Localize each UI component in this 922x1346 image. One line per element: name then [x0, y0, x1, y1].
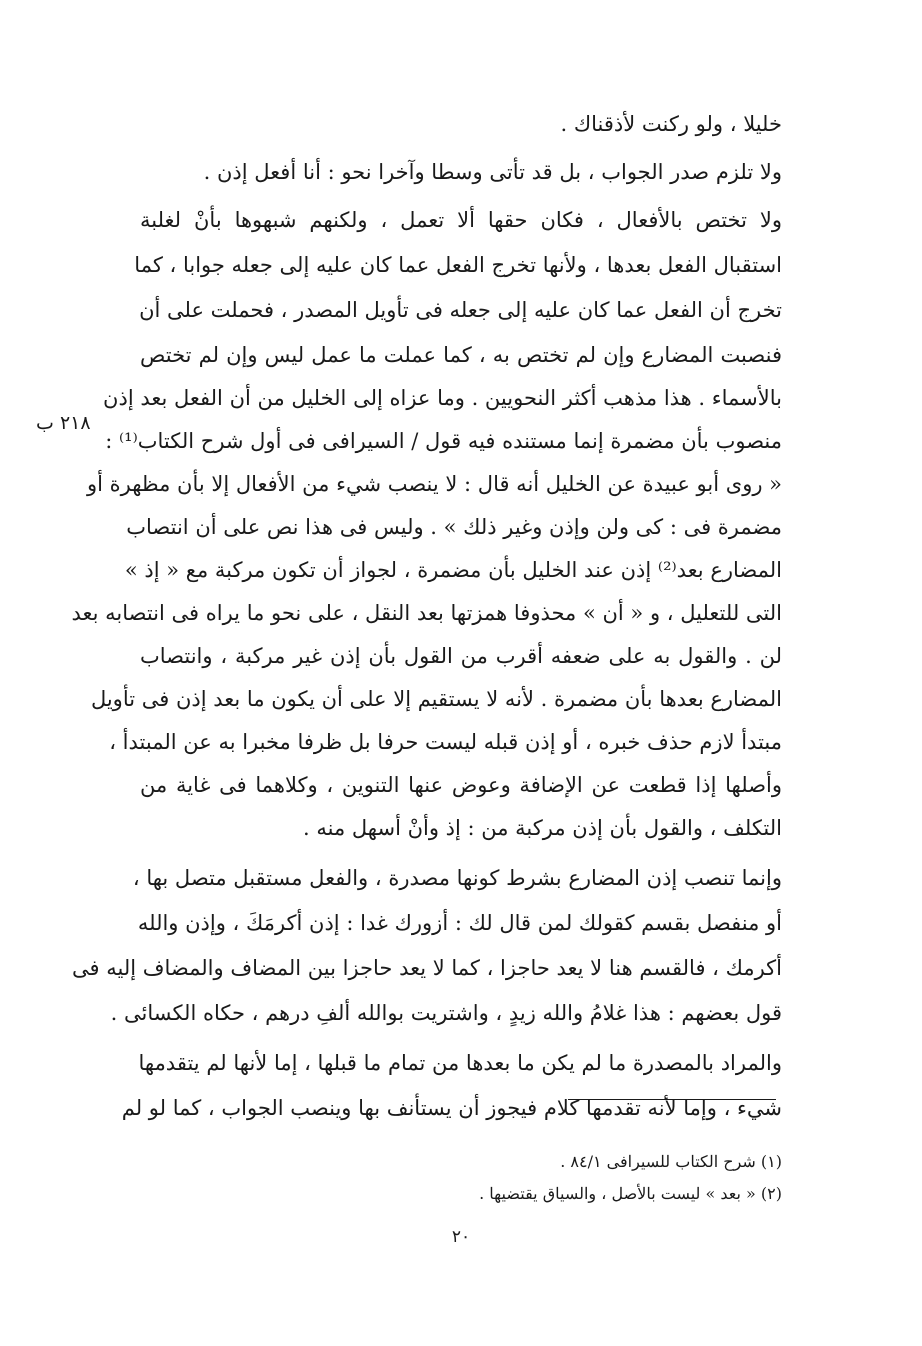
text-line-15: مبتدأ لازم حذف خبره ، أو إذن قبله ليست حرفا بل ظرفا مخبرا به عن المبتدأ ،: [109, 730, 782, 754]
text-line-5: تخرج أن الفعل عما كان عليه إلى جعله فى تأويل المصدر ، فحملت على أن: [139, 298, 782, 322]
text-line-23: شيء ، وإما لأنه تقدمها كلام فيجوز أن يستأنف بها وينصب الجواب ، كما لو لم: [121, 1096, 782, 1120]
text-line-16: وأصلها إذا قطعت عن الإضافة وعوض عنها التنوين ، وكلاهما فى غاية من: [140, 773, 782, 797]
text-line-20: أكرمك ، فالقسم هنا لا يعد حاجزا ، كما لا يعد حاجزا بين المضاف والمضاف إليه فى: [72, 956, 782, 980]
text-line-6: فنصبت المضارع وإن لم تختص به ، كما عملت ما عمل ليس وإن لم تختص: [140, 343, 782, 367]
text-line-1: خليلا ، ولو ركنت لأذقناك .: [560, 112, 782, 136]
text-line-13: لن . والقول به على ضعفه أقرب من القول بأن إذن غير مركبة ، وانتصاب: [140, 644, 782, 668]
text-line-19: أو منفصل بقسم كقولك لمن قال لك : أزورك غدا : إذن أكرمَكَ ، وإذن والله: [137, 911, 782, 935]
page-number: ٢٠: [451, 1227, 471, 1247]
text-line-12: التى للتعليل ، و « أن » محذوفا همزتها بعد النقل ، على نحو ما يراه فى انتصابه بعد: [71, 601, 782, 625]
text-line-8: منصوب بأن مضمرة إنما مستنده فيه قول / السيرافى فى أول شرح الكتاب⁽¹⁾ :: [105, 429, 782, 453]
text-line-4: استقبال الفعل بعدها ، ولأنها تخرج الفعل عما كان عليه إلى جعله جوابا ، كما: [134, 253, 782, 277]
margin-folio-note: ٢١٨ ب: [36, 412, 91, 434]
text-line-22: والمراد بالمصدرة ما لم يكن ما بعدها من تمام ما قبلها ، إما لأنها لم يتقدمها: [138, 1051, 782, 1075]
text-line-9: « روى أبو عبيدة عن الخليل أنه قال : لا ينصب شيء من الأفعال إلا بأن مظهرة أو: [86, 472, 782, 496]
text-line-17: التكلف ، والقول بأن إذن مركبة من : إذ وأنْ أسهل منه .: [303, 816, 782, 840]
footnote-2: (٢) « بعد » ليست بالأصل ، والسياق يقتضيها .: [479, 1184, 782, 1203]
footnote-1: (١) شرح الكتاب للسيرافى ٨٤/١ .: [560, 1152, 782, 1171]
text-line-11: المضارع بعد⁽²⁾ إذن عند الخليل بأن مضمرة ، لجواز أن تكون مركبة مع « إذ »: [124, 558, 782, 582]
text-line-10: مضمرة فى : كى ولن وإذن وغير ذلك » . وليس فى هذا نص على أن انتصاب: [126, 515, 782, 539]
text-line-2: ولا تلزم صدر الجواب ، بل قد تأتى وسطا وآخرا نحو : أنا أفعل إذن .: [203, 160, 782, 184]
text-line-21: قول بعضهم : هذا غلامُ والله زيدٍ ، واشتريت بوالله ألفِ درهم ، حكاه الكسائى .: [110, 1001, 782, 1025]
text-line-18: وإنما تنصب إذن المضارع بشرط كونها مصدرة ، والفعل مستقبل متصل بها ،: [132, 866, 782, 890]
footnote-separator: [568, 1099, 776, 1100]
text-line-7: بالأسماء . هذا مذهب أكثر النحويين . وما عزاه إلى الخليل من أن الفعل بعد إذن: [103, 386, 782, 410]
text-line-3: ولا تختص بالأفعال ، فكان حقها ألا تعمل ، ولكنهم شبهوها بأنْ لغلبة: [140, 208, 782, 232]
text-line-14: المضارع بعدها بأن مضمرة . لأنه لا يستقيم إلا على أن يكون ما بعد إذن فى تأويل: [90, 687, 782, 711]
